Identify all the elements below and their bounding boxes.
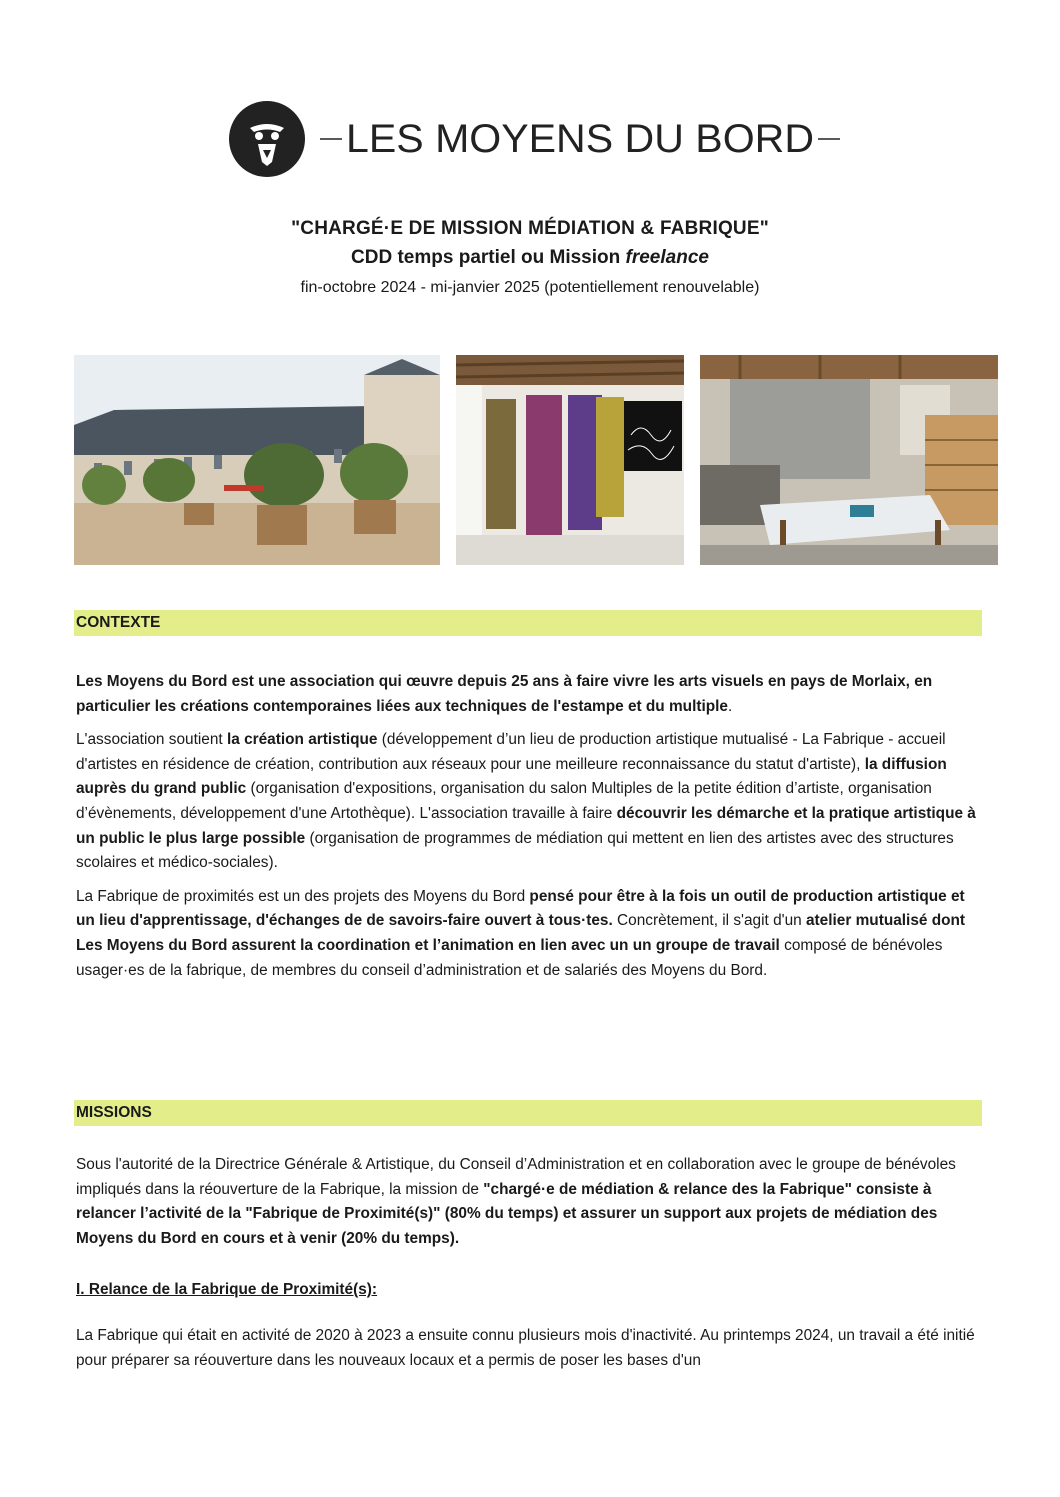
contexte-paragraph-3: La Fabrique de proximités est un des projets des Moyens du Bord pensé pour être à la fois un outil de production artistique et un lieu d'apprentissage, d'échanges de de savoirs-faire ouvert à tous·tes. Concrètement, il s'agit d'un atelier mutualisé dont Les Moyens du Bord assurent la coordination et l’animation en lien avec un un groupe de travail composé de bénévoles usager·es de la fabrique, de membres du conseil d’administration et de salariés des Moyens du Bord. xyxy=(76,887,966,979)
section-heading-missions: MISSIONS xyxy=(74,1100,982,1126)
circle-face-emblem-icon xyxy=(228,100,306,178)
missions-subheading: I. Relance de la Fabrique de Proximité(s): xyxy=(76,1281,378,1298)
gallery-paintings-photo xyxy=(456,355,684,565)
workshop-interior-photo xyxy=(700,355,998,565)
job-title: "CHARGÉ·E DE MISSION MÉDIATION & FABRIQUE" xyxy=(291,218,769,239)
missions-paragraph-2: La Fabrique qui était en activité de 2020 à 2023 a ensuite connu plusieurs mois d'inactivité. Au printemps 2024, un travail a été initié pour préparer sa réouverture dans les nouveaux locaux et a permis de poser les bases d'un xyxy=(76,1327,975,1369)
wordmark-text: LES MOYENS DU BORD xyxy=(346,117,814,161)
wordmark xyxy=(320,114,840,164)
contexte-paragraph-1: Les Moyens du Bord est une association qui œuvre depuis 25 ans à faire vivre les arts visuels en pays de Morlaix, en particulier les créations contemporaines liées aux techniques de l'estampe et du multiple. xyxy=(76,673,933,715)
courtyard-building-photo xyxy=(74,355,440,565)
contexte-body xyxy=(76,670,986,992)
logo xyxy=(228,100,838,178)
missions-paragraph-1: Sous l'autorité de la Directrice Générale & Artistique, du Conseil d’Administration et en collaboration avec le groupe de bénévoles impliqués dans la réouverture de la Fabrique, la mission de "chargé·e de médiation & relance des la Fabrique" consiste à relancer l’activité de la "Fabrique de Proximité(s)" (80% du temps) et assurer un support aux projets de médiation des Moyens du Bord en cours et à venir (20% du temps). xyxy=(76,1156,956,1247)
contract-dates: fin-octobre 2024 - mi-janvier 2025 (potentiellement renouvelable) xyxy=(300,279,760,296)
contract-type: CDD temps partiel ou Mission freelance xyxy=(351,247,709,268)
title-block xyxy=(0,216,1060,300)
contexte-paragraph-2: L'association soutient la création artistique (développement d’un lieu de production artistique mutualisé - La Fabrique - accueil d'artistes en résidence de création, contribution aux réseaux pour une meilleure reconnaissance du statut d'artiste), la diffusion auprès du grand public (organisation d'expositions, organisation du salon Multiples de la petite édition d’artiste, organisation d’évènements, développement d'une Artothèque). L'association travaille à faire découvrir les démarche et la pratique artistique à un public le plus large possible (organisation de programmes de médiation qui mettent en lien des artistes avec des structures scolaires et médico-sociales). xyxy=(76,731,976,872)
section-heading-contexte: CONTEXTE xyxy=(74,610,982,636)
